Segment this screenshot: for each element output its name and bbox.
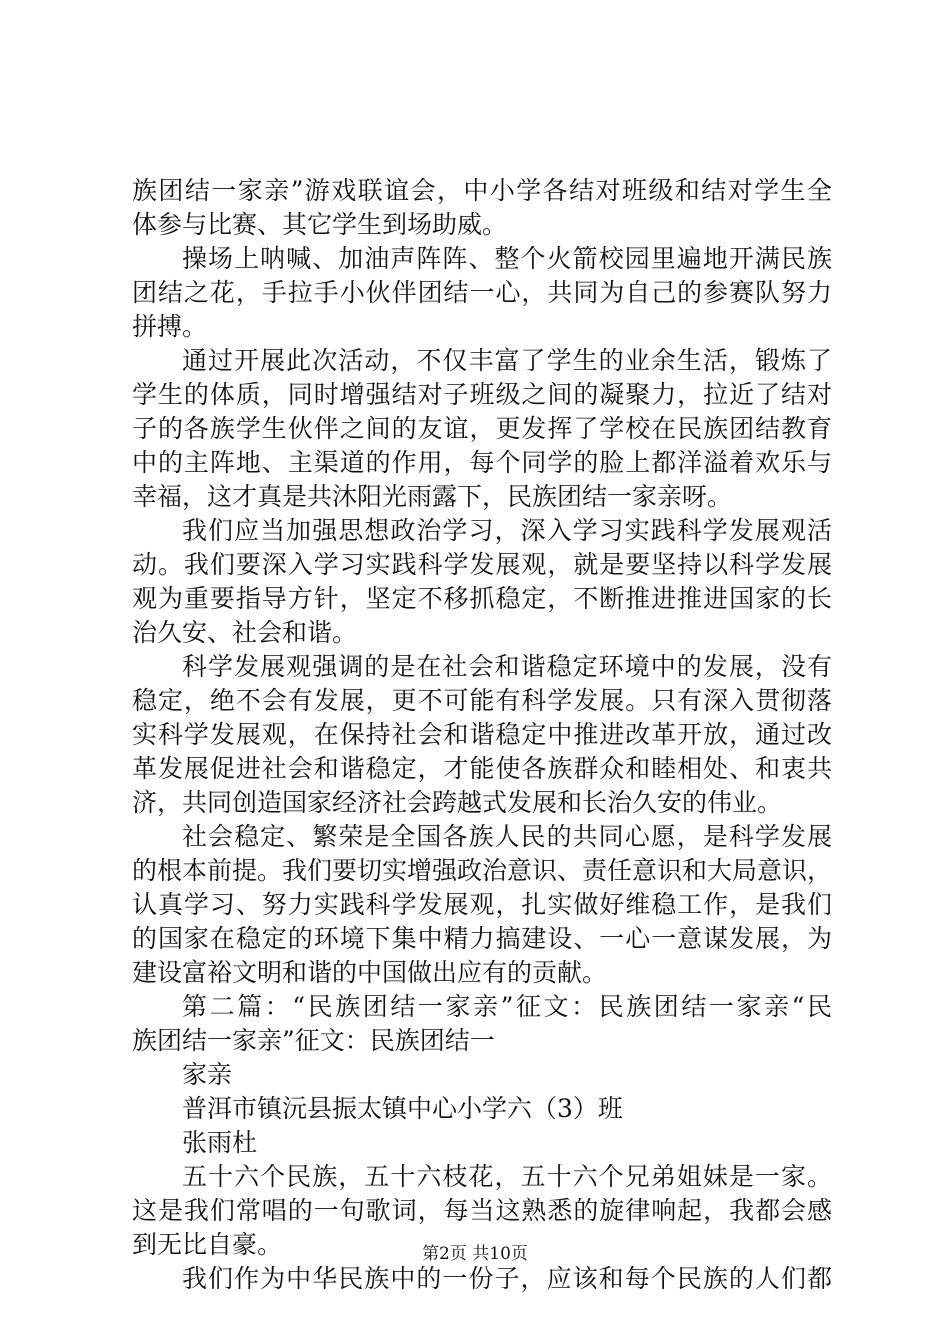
text-line: 族团结一家亲”游戏联谊会，中小学各结对班级和结对学生全: [132, 176, 832, 205]
text-line: 五十六个民族，五十六枝花，五十六个兄弟姐妹是一家。: [182, 1162, 832, 1191]
text-line: 认真学习、努力实践科学发展观，扎实做好维稳工作，是我们: [132, 890, 832, 919]
text-line: 革发展促进社会和谐稳定，才能使各族群众和睦相处、和衷共: [132, 754, 832, 783]
document-body: [132, 174, 832, 1296]
text-line: 体参与比赛、其它学生到场助威。: [132, 210, 508, 239]
text-line: 济，共同创造国家经济社会跨越式发展和长治久安的伟业。: [132, 788, 783, 817]
text-line: 家亲: [182, 1060, 233, 1089]
text-line: 动。我们要深入学习实践科学发展观，就是要坚持以科学发展: [132, 550, 832, 579]
text-line: 我们应当加强思想政治学习，深入学习实践科学发展观活: [182, 516, 832, 545]
text-line: 第二篇：“民族团结一家亲”征文：民族团结一家亲“民: [182, 992, 832, 1021]
text-line: 通过开展此次活动，不仅丰富了学生的业余生活，锻炼了: [182, 346, 832, 375]
text-line: 幸福，这才真是共沐阳光雨露下，民族团结一家亲呀。: [132, 482, 733, 511]
text-line: 操场上呐喊、加油声阵阵、整个火箭校园里遍地开满民族: [182, 244, 832, 273]
text-line: 科学发展观强调的是在社会和谐稳定环境中的发展，没有: [182, 652, 832, 681]
text-line: 的国家在稳定的环境下集中精力搞建设、一心一意谋发展，为: [132, 924, 832, 953]
text-line: 拼搏。: [132, 312, 208, 341]
text-line: 建设富裕文明和谐的中国做出应有的贡献。: [132, 958, 608, 987]
text-line: 这是我们常唱的一句歌词，每当这熟悉的旋律响起，我都会感: [132, 1196, 832, 1225]
text-line: 治久安、社会和谐。: [132, 618, 358, 647]
text-line: 实科学发展观，在保持社会和谐稳定中推进改革开放，通过改: [132, 720, 832, 749]
text-line: 到无比自豪。: [132, 1230, 283, 1259]
text-line: 观为重要指导方针，坚定不移抓稳定，不断推进推进国家的长: [132, 584, 832, 613]
text-line: 学生的体质，同时增强结对子班级之间的凝聚力，拉近了结对: [132, 380, 832, 409]
text-line: 张雨杜: [182, 1128, 258, 1157]
text-line: 的根本前提。我们要切实增强政治意识、责任意识和大局意识，: [132, 856, 833, 885]
text-line: 社会稳定、繁荣是全国各族人民的共同心愿，是科学发展: [182, 822, 832, 851]
text-line: 族团结一家亲”征文：民族团结一: [132, 1026, 495, 1055]
page-footer: 第2页 共10页: [422, 1244, 528, 1264]
text-line: 子的各族学生伙伴之间的友谊，更发挥了学校在民族团结教育: [132, 414, 832, 443]
text-line: 普洱市镇沅县振太镇中心小学六（3）班: [182, 1094, 623, 1123]
text-line: 我们作为中华民族中的一份子，应该和每个民族的人们都: [182, 1264, 832, 1293]
text-line: 团结之花，手拉手小伙伴团结一心，共同为自己的参赛队努力: [132, 278, 832, 307]
text-line: 中的主阵地、主渠道的作用，每个同学的脸上都洋溢着欢乐与: [132, 448, 832, 477]
text-line: 稳定，绝不会有发展，更不可能有科学发展。只有深入贯彻落: [132, 686, 832, 715]
